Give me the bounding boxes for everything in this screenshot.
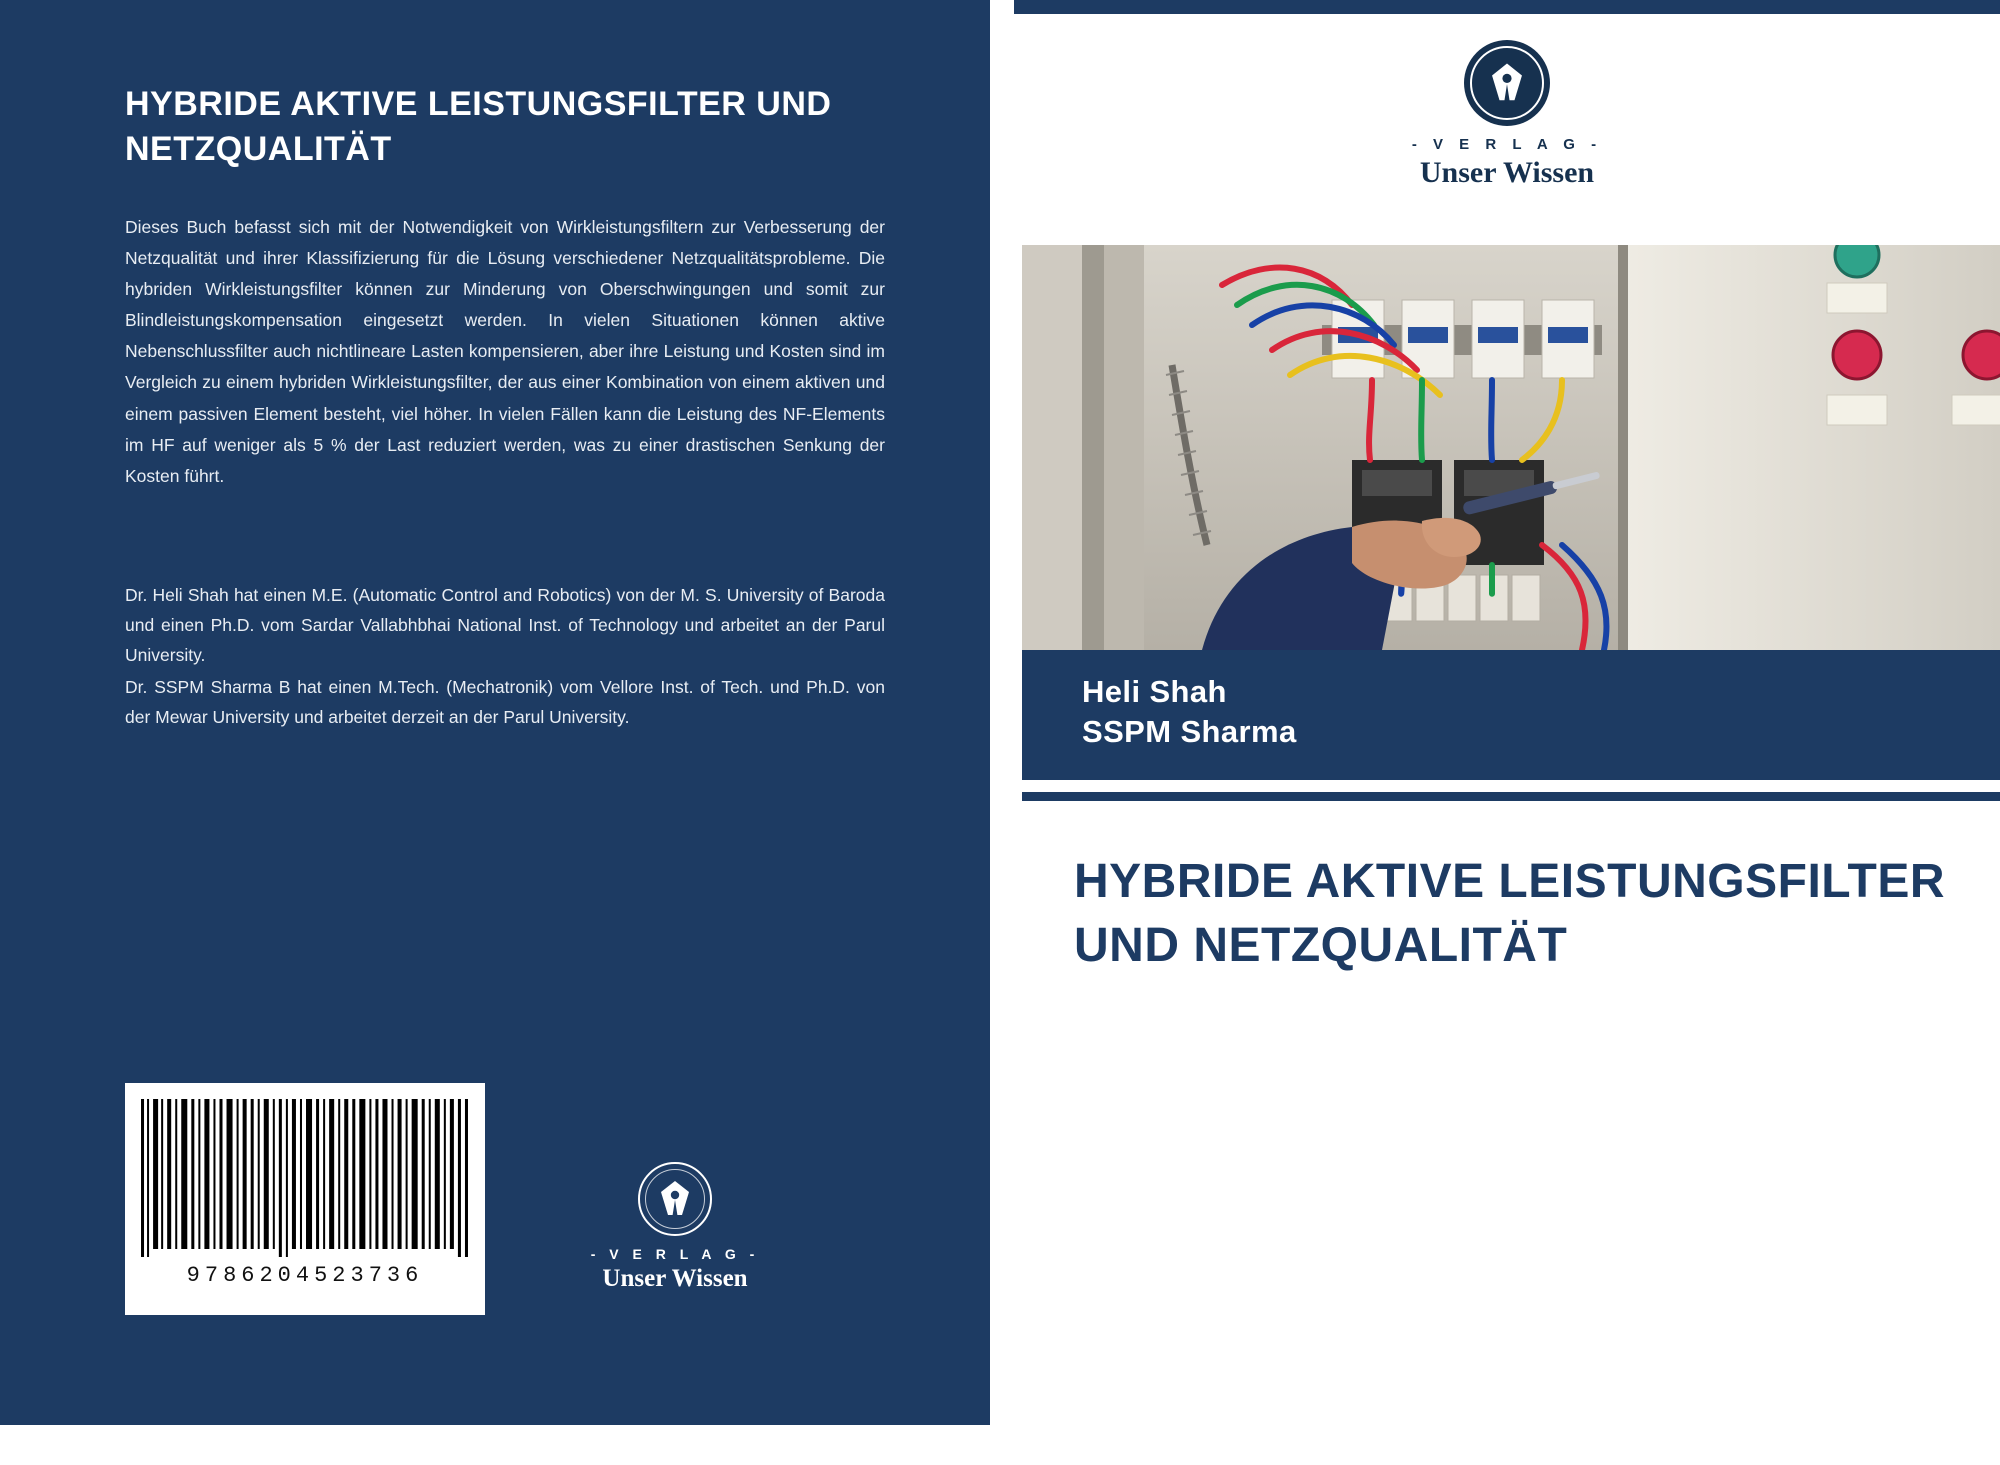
author-biographies [125,580,885,732]
book-spine [990,0,1014,1425]
front-cover-panel [1014,0,2000,1465]
isbn-barcode [125,1083,485,1315]
front-cover-top-rule [1014,0,2000,14]
back-cover-description: Dieses Buch befasst sich mit der Notwendigkeit von Wirkleistungsfiltern zur Verbesserung der Netzqualität und ihrer Klassifizierung für die Lösung verschiedener Netzqualitätsprobleme. Die hybriden Wirkleistungsfilter können zur Minderung von Oberschwingungen und somit zur Blindleistungskompensation eingesetzt werden. In vielen Situationen können aktive Nebenschlussfilter auch nichtlineare Lasten kompensieren, aber ihre Leistung und Kosten sind im Vergleich zu einem hybriden Wirkleistungsfilter, der aus einer Kombination von einem aktiven und einem passiven Element besteht, viel höher. In vielen Fällen kann die Leistung des NF-Elements im HF auf weniger als 5 % der Last reduziert werden, was zu einer drastischen Senkung der Kosten führt. [125,216,885,486]
publisher-seal-icon-front [1464,40,1550,126]
back-cover-title: HYBRIDE AKTIVE LEISTUNGSFILTER UND NETZQUALITÄT [125,85,832,168]
barcode-bars-icon [139,1099,471,1257]
publisher-name-back: Unser Wissen [602,1265,748,1292]
pen-nib-icon [1487,60,1527,106]
author-band [1022,650,2000,780]
publisher-seal-icon [638,1162,712,1236]
publisher-logo-back [590,1162,760,1293]
front-cover-title: HYBRIDE AKTIVE LEISTUNGSFILTER UND NETZQUALITÄT [1074,855,1946,972]
pen-nib-icon [658,1179,692,1219]
front-cover-divider [1022,792,2000,801]
back-cover-panel [0,0,990,1425]
publisher-name-front: Unser Wissen [1419,156,1595,189]
publisher-verlag-label: - V E R L A G - [590,1246,760,1262]
author-name-1: Heli Shah [1082,674,1227,709]
isbn-number: 9786204523736 [186,1263,424,1288]
publisher-verlag-label-front: - V E R L A G - [1411,136,1603,153]
cover-photograph [1022,245,2000,650]
electrical-panel-image [1022,245,2000,650]
publisher-logo-front [1014,40,2000,190]
author-bio-1: Dr. Heli Shah hat einen M.E. (Automatic Control and Robotics) von der M. S. University of Baroda und einen Ph.D. vom Sardar Vallabhbhai National Inst. of Technology und arbeitet an der Parul University. [125,585,885,666]
author-name-2: SSPM Sharma [1082,714,1297,750]
author-bio-2: Dr. SSPM Sharma B hat einen M.Tech. (Mechatronik) vom Vellore Inst. of Tech. und Ph.D. von der Mewar University und arbeitet derzeit an der Parul University. [125,677,885,728]
